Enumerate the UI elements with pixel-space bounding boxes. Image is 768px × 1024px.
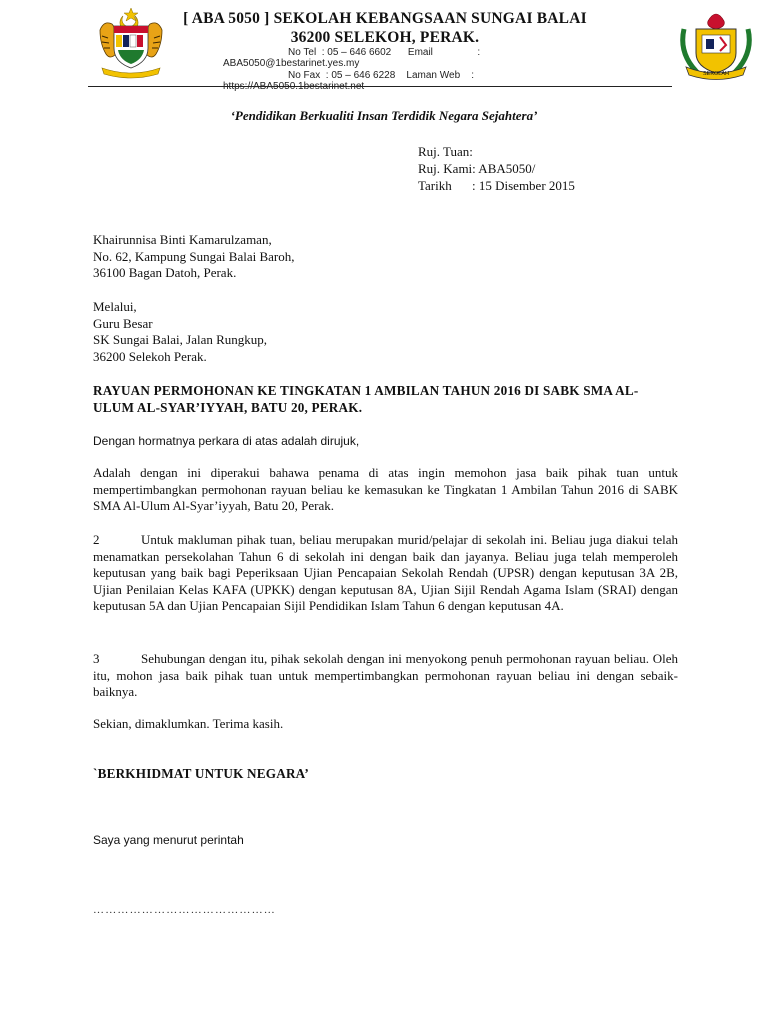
malaysia-coat-of-arms-icon — [96, 6, 166, 80]
recipient-address — [93, 232, 678, 282]
paragraph-1: Adalah dengan ini diperakui bahawa penama di atas ingin memohon jasa baik pihak tuan untuk mempertimbangkan permohonan rayuan beliau ke kemasukan ke Tingkatan 1 Ambilan Tahun 2016 di SABK SMA Al-Ulum Al-Syar’iyyah, Batu 20, Perak. — [93, 465, 678, 514]
contact-website: https://ABA5050.1bestarinet.net — [223, 81, 365, 92]
contact-fax-web: No Fax : 05 – 646 6228 Laman Web : — [288, 70, 475, 81]
recipient-name: Khairunnisa Binti Kamarulzaman, — [93, 232, 272, 247]
signature-line: ……………………………………… — [93, 904, 276, 916]
slogan: `BERKHIDMAT UNTUK NEGARA’ — [93, 766, 310, 781]
ref-date — [418, 177, 575, 194]
date-value: : 15 Disember 2015 — [472, 178, 575, 193]
via-label: Melalui, — [93, 299, 137, 314]
ref-kami: Ruj. Kami: ABA5050/ — [418, 161, 536, 176]
sign-off: Saya yang menurut perintah — [93, 833, 244, 847]
school-crest-icon — [676, 9, 756, 85]
school-motto: ‘Pendidikan Berkualiti Insan Terdidik Negara Sejahtera’ — [230, 108, 538, 123]
header-divider — [88, 86, 672, 87]
school-name-heading — [160, 9, 610, 47]
paragraph-3 — [93, 651, 678, 701]
reference-block — [418, 143, 575, 194]
paragraph-2 — [93, 532, 678, 615]
paragraph-2-number: 2 — [93, 532, 100, 547]
contact-email-address: ABA5050@1bestarinet.yes.my — [223, 58, 360, 69]
paragraph-3-text: Sehubungan dengan itu, pihak sekolah dengan ini menyokong penuh permohonan rayuan beliau. Oleh itu, mohon jasa baik pihak tuan untuk mempertimbangkan permohonan rayuan beliau ini dengan sebaik-baiknya. — [93, 651, 678, 700]
paragraph-3-number: 3 — [93, 651, 100, 666]
recipient-city: 36100 Bagan Datoh, Perak. — [93, 265, 237, 281]
paragraph-2-text: Untuk makluman pihak tuan, beliau merupakan murid/pelajar di sekolah ini. Beliau juga diakui telah menamatkan persekolahan Tahun 6 di sekolah ini dengan baik dan jayanya. Beliau juga telah memperoleh keputusan yang baik bagi Peperiksaan Ujian Pencapaian Sekolah Rendah (UPSR) dengan keputusan 3A 2B, Ujian Penilaian Kelas KAFA (UPKK) dengan keputusan 8A, Ujian Sijil Rendah Agama Islam (SRAI) dengan keputusan 5A dan Ujian Pencapaian Sijil Pendidikan Islam Tahun 6 dengan keputusan 4A. — [93, 532, 678, 614]
closing-line: Sekian, dimaklumkan. Terima kasih. — [93, 716, 284, 731]
greeting: Dengan hormatnya perkara di atas adalah dirujuk, — [93, 434, 360, 448]
via-street: SK Sungai Balai, Jalan Rungkup, — [93, 332, 268, 348]
letter-subject: RAYUAN PERMOHONAN KE TINGKATAN 1 AMBILAN TAHUN 2016 DI SABK SMA AL-ULUM AL-SYAR’IYYAH, BATU 20, PERAK. — [93, 383, 639, 415]
via-address — [93, 299, 678, 365]
school-address-line: 36200 SELEKOH, PERAK. — [290, 29, 480, 46]
ref-tuan: Ruj. Tuan: — [418, 144, 473, 159]
date-label: Tarikh — [418, 178, 452, 193]
school-name-line: [ ABA 5050 ] SEKOLAH KEBANGSAAN SUNGAI BALAI — [183, 10, 587, 27]
contact-phone-email: No Tel : 05 – 646 6602 Email : — [288, 47, 481, 58]
recipient-street: No. 62, Kampung Sungai Balai Baroh, — [93, 248, 295, 264]
via-title: Guru Besar — [93, 315, 153, 331]
via-city: 36200 Selekoh Perak. — [93, 348, 207, 364]
crest-ribbon-text: SEKOLAH — [703, 71, 729, 77]
